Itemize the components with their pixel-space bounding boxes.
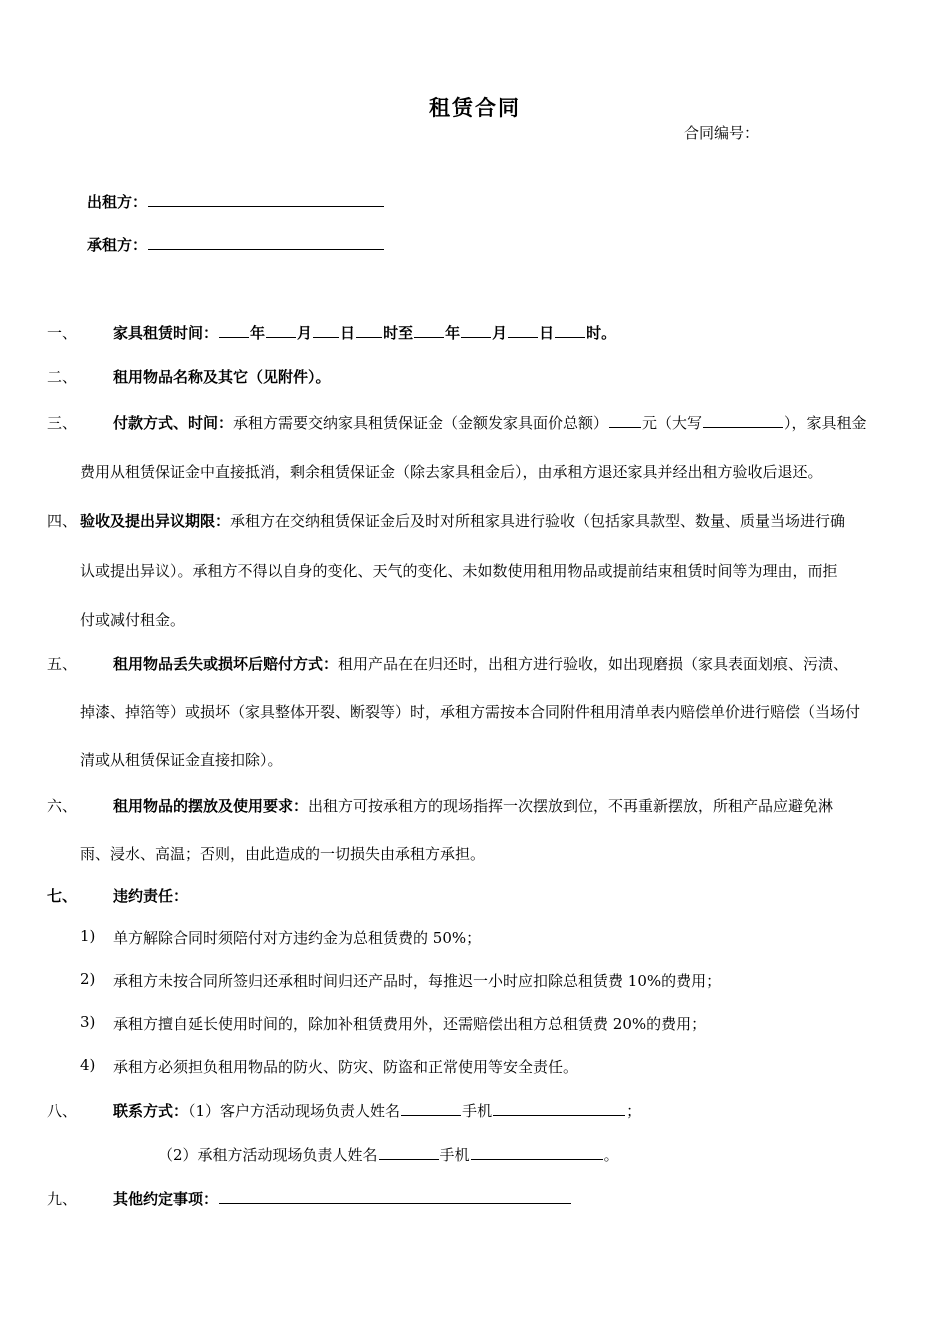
client-contact-name-blank[interactable] bbox=[401, 1101, 461, 1116]
lessee-contact-text: （2）承租方活动现场负责人姓名 bbox=[158, 1146, 378, 1164]
hour-end-text: 时。 bbox=[586, 324, 617, 342]
day-text: 日 bbox=[539, 324, 555, 342]
section-7-number: 七、 bbox=[47, 887, 78, 905]
lessee-contact-phone-blank[interactable] bbox=[471, 1145, 603, 1160]
lessee-contact-name-blank[interactable] bbox=[379, 1145, 439, 1160]
lessee-row bbox=[87, 234, 385, 255]
end-hour-blank[interactable] bbox=[555, 323, 585, 338]
section-6-number: 六、 bbox=[47, 797, 78, 815]
punctuation: ； bbox=[626, 1102, 642, 1120]
section-3-line-1 bbox=[113, 412, 867, 433]
section-6-label: 租用物品的摆放及使用要求： bbox=[113, 797, 309, 815]
section-4-line-1 bbox=[80, 510, 845, 531]
section-9-line bbox=[113, 1188, 572, 1209]
section-6-text: 出租方可按承租方的现场指挥一次摆放到位，不再重新摆放，所租产品应避免淋 bbox=[308, 797, 834, 815]
section-8-label: 联系方式： bbox=[113, 1102, 189, 1120]
deposit-amount-blank[interactable] bbox=[609, 413, 641, 428]
section-1-line bbox=[113, 322, 616, 343]
end-year-blank[interactable] bbox=[414, 323, 444, 338]
month-text: 月 bbox=[297, 324, 313, 342]
end-month-blank[interactable] bbox=[461, 323, 491, 338]
list-item-number: 4) bbox=[80, 1056, 96, 1074]
section-3-number: 三、 bbox=[47, 414, 78, 432]
section-3-line-2: 费用从租赁保证金中直接抵消，剩余租赁保证金（除去家具租金后），由承租方退还家具并经出租方验收后退还。 bbox=[80, 463, 823, 481]
list-item: 单方解除合同时须陪付对方违约金为总租赁费的 50%； bbox=[113, 929, 482, 947]
section-5-label: 租用物品丢失或损坏后赔付方式： bbox=[113, 655, 339, 673]
contract-number-label: 合同编号： bbox=[684, 124, 760, 142]
other-terms-blank[interactable] bbox=[219, 1189, 571, 1204]
section-4-line-3: 付或减付租金。 bbox=[80, 611, 186, 629]
month-text: 月 bbox=[492, 324, 508, 342]
section-5-number: 五、 bbox=[47, 655, 78, 673]
section-4-number: 四、 bbox=[47, 512, 78, 530]
section-5-line-3: 清或从租赁保证金直接扣除）。 bbox=[80, 751, 283, 769]
year-text: 年 bbox=[445, 324, 461, 342]
section-5-line-2: 掉漆、掉箔等）或损坏（家具整体开裂、断裂等）时，承租方需按本合同附件租用清单表内赔偿单价进行赔偿（当场付 bbox=[80, 703, 861, 721]
client-contact-phone-blank[interactable] bbox=[493, 1101, 625, 1116]
section-3-text: 元（大写 bbox=[642, 414, 703, 432]
start-day-blank[interactable] bbox=[313, 323, 339, 338]
phone-text: 手机 bbox=[439, 1146, 470, 1164]
punctuation: 。 bbox=[603, 1146, 619, 1164]
list-item: 承租方必须担负租用物品的防火、防灾、防盗和正常使用等安全责任。 bbox=[113, 1058, 579, 1076]
client-contact-text: （1）客户方活动现场负责人姓名 bbox=[188, 1102, 401, 1120]
section-2-text: 租用物品名称及其它（见附件）。 bbox=[113, 368, 331, 386]
phone-text: 手机 bbox=[462, 1102, 493, 1120]
year-text: 年 bbox=[250, 324, 266, 342]
section-9-label: 其他约定事项： bbox=[113, 1190, 219, 1208]
start-year-blank[interactable] bbox=[219, 323, 249, 338]
section-6-line-2: 雨、浸水、高温；否则，由此造成的一切损失由承租方承担。 bbox=[80, 845, 486, 863]
list-item: 承租方擅自延长使用时间的，除加补租赁费用外，还需赔偿出租方总租赁费 20%的费用； bbox=[113, 1015, 707, 1033]
start-hour-blank[interactable] bbox=[356, 323, 382, 338]
hour-to-text: 时至 bbox=[383, 324, 414, 342]
section-5-text: 租用产品在在归还时，出租方进行验收，如出现磨损（家具表面划痕、污渍、 bbox=[338, 655, 849, 673]
section-1-label: 家具租赁时间： bbox=[113, 324, 219, 342]
section-8-line-1 bbox=[113, 1100, 641, 1121]
section-7-label: 违约责任： bbox=[113, 887, 189, 905]
lessee-blank[interactable] bbox=[148, 235, 384, 250]
section-1-number: 一、 bbox=[47, 324, 78, 342]
lessor-blank[interactable] bbox=[148, 192, 384, 207]
section-9-number: 九、 bbox=[47, 1190, 78, 1208]
section-3-text: 承租方需要交纳家具租赁保证金（金额发家具面价总额） bbox=[233, 414, 609, 432]
end-day-blank[interactable] bbox=[508, 323, 538, 338]
section-8-number: 八、 bbox=[47, 1102, 78, 1120]
section-2-number: 二、 bbox=[47, 368, 78, 386]
deposit-capital-blank[interactable] bbox=[703, 413, 783, 428]
list-item-number: 1) bbox=[80, 927, 96, 945]
section-3-label: 付款方式、时间： bbox=[113, 414, 234, 432]
lessor-label: 出租方： bbox=[87, 193, 148, 211]
section-5-line-1 bbox=[113, 653, 848, 674]
list-item: 承租方未按合同所签归还承租时间归还产品时，每推迟一小时应扣除总租赁费 10%的费用； bbox=[113, 972, 722, 990]
day-text: 日 bbox=[340, 324, 356, 342]
page-title: 租赁合同 bbox=[429, 95, 521, 120]
list-item-number: 3) bbox=[80, 1013, 96, 1031]
section-4-text: 承租方在交纳租赁保证金后及时对所租家具进行验收（包括家具款型、数量、质量当场进行确 bbox=[230, 512, 846, 530]
section-3-text: ），家具租金 bbox=[784, 414, 867, 432]
lessor-row bbox=[87, 191, 385, 212]
section-6-line-1 bbox=[113, 795, 833, 816]
section-4-line-2: 认或提出异议）。承租方不得以自身的变化、天气的变化、未如数使用租用物品或提前结束租赁时间等为理由，而拒 bbox=[80, 562, 838, 580]
section-8-line-2 bbox=[158, 1144, 619, 1165]
start-month-blank[interactable] bbox=[266, 323, 296, 338]
section-4-label: 验收及提出异议期限： bbox=[80, 512, 231, 530]
list-item-number: 2) bbox=[80, 970, 96, 988]
lessee-label: 承租方： bbox=[87, 236, 148, 254]
